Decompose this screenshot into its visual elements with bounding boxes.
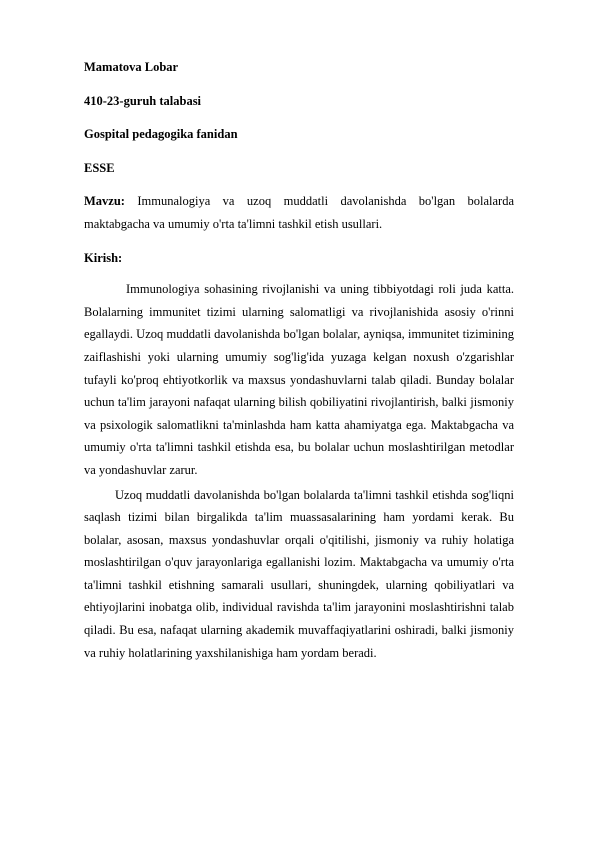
essay-body [84, 56, 514, 666]
topic-label: Mavzu: [84, 194, 125, 209]
intro-heading: Kirish: [84, 250, 123, 265]
author-name: Mamatova Lobar [84, 60, 179, 74]
topic-line [84, 190, 514, 235]
subject-line: Gospital pedagogika fanidan [84, 127, 238, 142]
intro-paragraph-2: Uzoq muddatli davolanishda bo'lgan bolalarda ta'limni tashkil etishda sog'liqni saqlash tizimi bilan birgalikda ta'lim muassasalarining ham yordami kerak. Bu bolalar, asosan, maxsus yondashuvlar orqali o'qitilishi, jismoniy va ruhiy holatiga moslashtirilgan o'quv jarayonlariga egallanishi lozim. Maktabgacha va umumiy o'rta ta'limni tashkil etishning samarali usullari, shuningdek, ularning qobiliyatlari va ehtiyojlarini inobatga olib, individual ravishda ta'lim jarayonini moslashtirishni talab qiladi. Bu esa, nafaqat ularning akademik muvaffaqiyatlarini oshiradi, balki jismoniy va ruhiy holatlarining yaxshilanishiga ham yordam beradi. [84, 487, 514, 660]
intro-paragraph-1: Immunologiya sohasining rivojlanishi va uning tibbiyotdagi roli juda katta. Bolalarning immunitet tizimi ularning salomatligi va rivojlanishida asosiy o'rinni egallaydi. Uzoq muddatli davolanishda bo'lgan bolalar, ayniqsa, immunitet tizimining zaiflashishi yoki ularning umumiy sog'lig'ida yuzaga kelgan noxush o'zgarishlar tufayli ko'proq ehtiyotkorlik va maxsus yondashuvlarni talab qiladi. Bunday bolalar uchun ta'lim jarayoni nafaqat ularning bilish qobiliyatini rivojlantirish, balki jismoniy va psixologik salomatlikni ta'minlashda ham katta ahamiyatga ega. Maktabgacha va umumiy o'rta ta'limni tashkil etishda esa, bu bolalar uchun moslashtirilgan metodlar va yondashuvlar zarur. [84, 282, 514, 477]
student-group: 410-23-guruh talabasi [84, 93, 202, 108]
document-type: ESSE [84, 160, 115, 175]
topic-text: Immunalogiya va uzoq muddatli davolanishda bo'lgan bolalarda maktabgacha va umumiy o'rta ta'limni tashkil etish usullari. [84, 194, 514, 231]
